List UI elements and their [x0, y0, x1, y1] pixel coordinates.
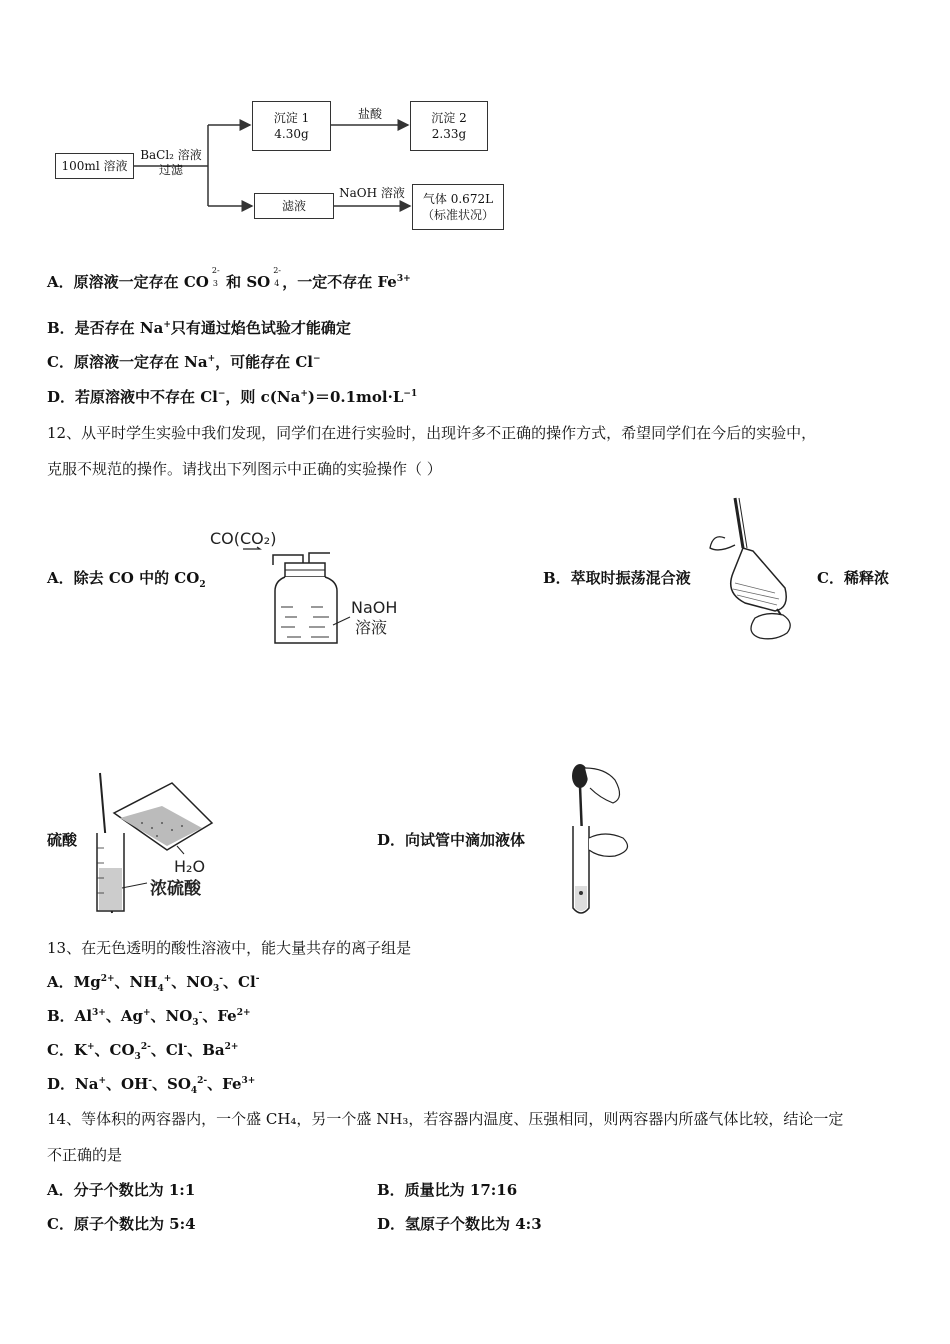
fig-a-naoh-label: NaOH [351, 598, 398, 617]
q14-option-c: C．原子个数比为 5:4 [47, 1215, 196, 1233]
q13-a-t0: A．Mg [47, 973, 101, 991]
q14-stem-line2: 不正确的是 [47, 1146, 123, 1164]
flow-ppt1-name: 沉淀 1 [273, 111, 310, 125]
fig-c-water-label: H₂O [174, 857, 206, 876]
flow-reagent3: NaOH 溶液 [339, 186, 405, 200]
q11-a-so4-charge [270, 266, 282, 292]
q11-b-sup: + [163, 320, 171, 330]
q13-b-t2: 、Ag [105, 1007, 143, 1025]
q13-d-t0: D．Na [47, 1075, 99, 1093]
q13-c-t4: 2- [140, 1042, 151, 1052]
q14-option-b: B．质量比为 17:16 [377, 1181, 518, 1199]
q12-option-a-label [47, 568, 206, 588]
fig-a-solution-label: 溶液 [355, 618, 388, 637]
figure-gas-washing-bottle [205, 525, 425, 650]
q11-c-mid: ，可能存在 Cl [215, 353, 314, 371]
q13-a-t8: 、Cl [223, 973, 256, 991]
q13-b-t7: 、Fe [202, 1007, 237, 1025]
q13-d-t2: 、OH [106, 1075, 149, 1093]
flow-start-text: 100ml 溶液 [61, 159, 128, 173]
q11-a-mid: 和 SO [220, 273, 271, 291]
q13-c-t5: 、Cl [150, 1041, 184, 1059]
q11-a-fe-sup: 3+ [396, 274, 411, 284]
q13-option-a [47, 972, 259, 992]
q13-d-t6: 2- [197, 1076, 208, 1086]
q13-c-t1: + [86, 1042, 95, 1052]
flow-box-filtrate [254, 193, 334, 219]
figure-diluting-acid [92, 768, 232, 918]
q11-option-c [47, 352, 321, 372]
q11-a-prefix: A．原溶液一定存在 CO [47, 273, 209, 291]
fig-d-hand-bottom-icon [589, 834, 628, 856]
q13-c-t3: 3 [134, 1052, 141, 1062]
q14-option-a: A．分子个数比为 1:1 [47, 1181, 196, 1199]
figure-dropper-test-tube [545, 758, 640, 920]
q13-d-t4: 、SO [152, 1075, 191, 1093]
q13-d-t5: 4 [190, 1086, 198, 1096]
q11-d-mid: ，则 c(Na [225, 388, 301, 406]
fig-b-hand-bottom-icon [751, 614, 790, 639]
flow-gas-condition: （标准状况） [421, 208, 494, 222]
flow-reagent1 [136, 148, 206, 178]
flow-reagent1-step: 过滤 [158, 163, 183, 177]
flow-ppt2-mass: 2.33g [431, 127, 467, 141]
q13-option-c [47, 1040, 238, 1060]
q13-d-t7: 、Fe [207, 1075, 242, 1093]
flow-box-start [55, 153, 134, 179]
q13-c-t6: - [183, 1042, 188, 1052]
q13-a-t2: 、NH [114, 973, 158, 991]
flow-filtrate-text: 滤液 [281, 199, 306, 213]
q13-c-t0: C．K [47, 1041, 87, 1059]
flow-box-ppt2 [410, 101, 488, 151]
q11-option-d [47, 387, 417, 407]
q13-b-t5: 3 [192, 1018, 199, 1028]
q13-option-d [47, 1074, 255, 1094]
q13-a-t3: 4 [157, 984, 164, 994]
flow-ppt1-mass: 4.30g [274, 127, 309, 141]
q12-option-c-label-a: C．稀释浓 [817, 569, 889, 587]
fig-b-hand-top-icon [710, 537, 735, 550]
q12-stem-line1: 12、从平时学生实验中我们发现，同学们在进行实验时，出现许多不正确的操作方式，希望同学们在今后的实验中， [47, 424, 817, 442]
fig-a-gas-label: CO(CO₂) [210, 529, 277, 548]
fig-a-bottle [275, 577, 337, 643]
q13-b-t4: 、NO [150, 1007, 193, 1025]
q13-b-t1: 3+ [92, 1008, 106, 1018]
q14-option-d: D．氢原子个数比为 4:3 [377, 1215, 542, 1233]
q11-d-sup3: −1 [403, 389, 418, 399]
q13-c-t8: 2+ [224, 1042, 239, 1052]
q11-d-mid2: )＝0.1mol·L [307, 388, 404, 406]
fig-b-funnel [731, 548, 787, 611]
flow-reagent2: 盐酸 [357, 107, 382, 121]
figure-separatory-funnel [705, 493, 800, 648]
q13-option-b [47, 1006, 251, 1026]
q13-d-t3: - [148, 1076, 152, 1086]
q11-c-prefix: C．原溶液一定存在 Na [47, 353, 208, 371]
q12-option-c-label-b: 硫酸 [47, 831, 78, 849]
flow-reagent1-text: BaCl₂ 溶液 [140, 148, 202, 162]
q11-a-so4-sub: 4 [274, 279, 280, 288]
flow-ppt2-name: 沉淀 2 [431, 111, 467, 125]
q13-b-t8: 2+ [236, 1008, 251, 1018]
q13-d-t1: + [98, 1076, 106, 1086]
flow-box-gas [412, 184, 504, 230]
flow-box-ppt1 [252, 101, 331, 151]
q12-option-b-label: B．萃取时振荡混合液 [543, 569, 691, 587]
q13-b-t0: B．Al [47, 1007, 93, 1025]
q13-stem: 13、在无色透明的酸性溶液中，能大量共存的离子组是 [47, 939, 412, 957]
q11-d-prefix: D．若原溶液中不存在 Cl [47, 388, 218, 406]
q11-a-so4-sup: 2- [273, 266, 282, 275]
q13-c-t7: 、Ba [187, 1041, 225, 1059]
q13-b-t6: - [198, 1008, 203, 1018]
q11-option-a [47, 266, 411, 292]
q13-d-t8: 3+ [241, 1076, 256, 1086]
q13-b-t3: + [142, 1008, 151, 1018]
q11-c-sup2: − [313, 354, 321, 364]
q11-d-sup2: + [300, 389, 308, 399]
q12-option-d-label: D．向试管中滴加液体 [377, 831, 526, 849]
q11-d-sup: − [217, 389, 226, 399]
fig-d-hand-top-icon [585, 768, 620, 803]
q11-c-sup: + [207, 354, 216, 364]
q11-option-b [47, 318, 351, 338]
fig-c-acid-fill [99, 868, 122, 910]
q12-a-sub: 2 [199, 580, 206, 590]
q13-c-t2: 、CO [94, 1041, 135, 1059]
q13-a-t1: 2+ [100, 974, 115, 984]
q11-b-suffix: 只有通过焰色试验才能确定 [170, 319, 351, 337]
fig-c-acid-label: 浓硫酸 [150, 879, 201, 899]
q13-a-t6: 3 [213, 984, 220, 994]
q11-a-co3-sup: 2- [211, 266, 220, 275]
q11-a-co3-charge [209, 266, 221, 292]
fig-b-stem [735, 498, 743, 548]
q14-stem-line1: 14、等体积的两容器内，一个盛 CH₄，另一个盛 NH₃，若容器内温度、压强相同，则两容器内所盛气体比较，结论一定 [47, 1110, 844, 1128]
q13-a-t9: - [255, 974, 260, 984]
q11-a-suffix: ，一定不存在 Fe [282, 273, 397, 291]
q11-b-prefix: B．是否存在 Na [47, 319, 164, 337]
q13-a-t7: - [219, 974, 224, 984]
q11-a-co3-sub: 3 [212, 279, 218, 288]
q12-stem-line2: 克服不规范的操作。请找出下列图示中正确的实验操作（ ） [47, 460, 442, 478]
flow-gas-volume: 气体 0.672L [422, 192, 494, 206]
q13-a-t5: 、NO [171, 973, 214, 991]
q13-a-t4: + [163, 974, 172, 984]
q12-a-text: A．除去 CO 中的 CO [47, 569, 200, 587]
